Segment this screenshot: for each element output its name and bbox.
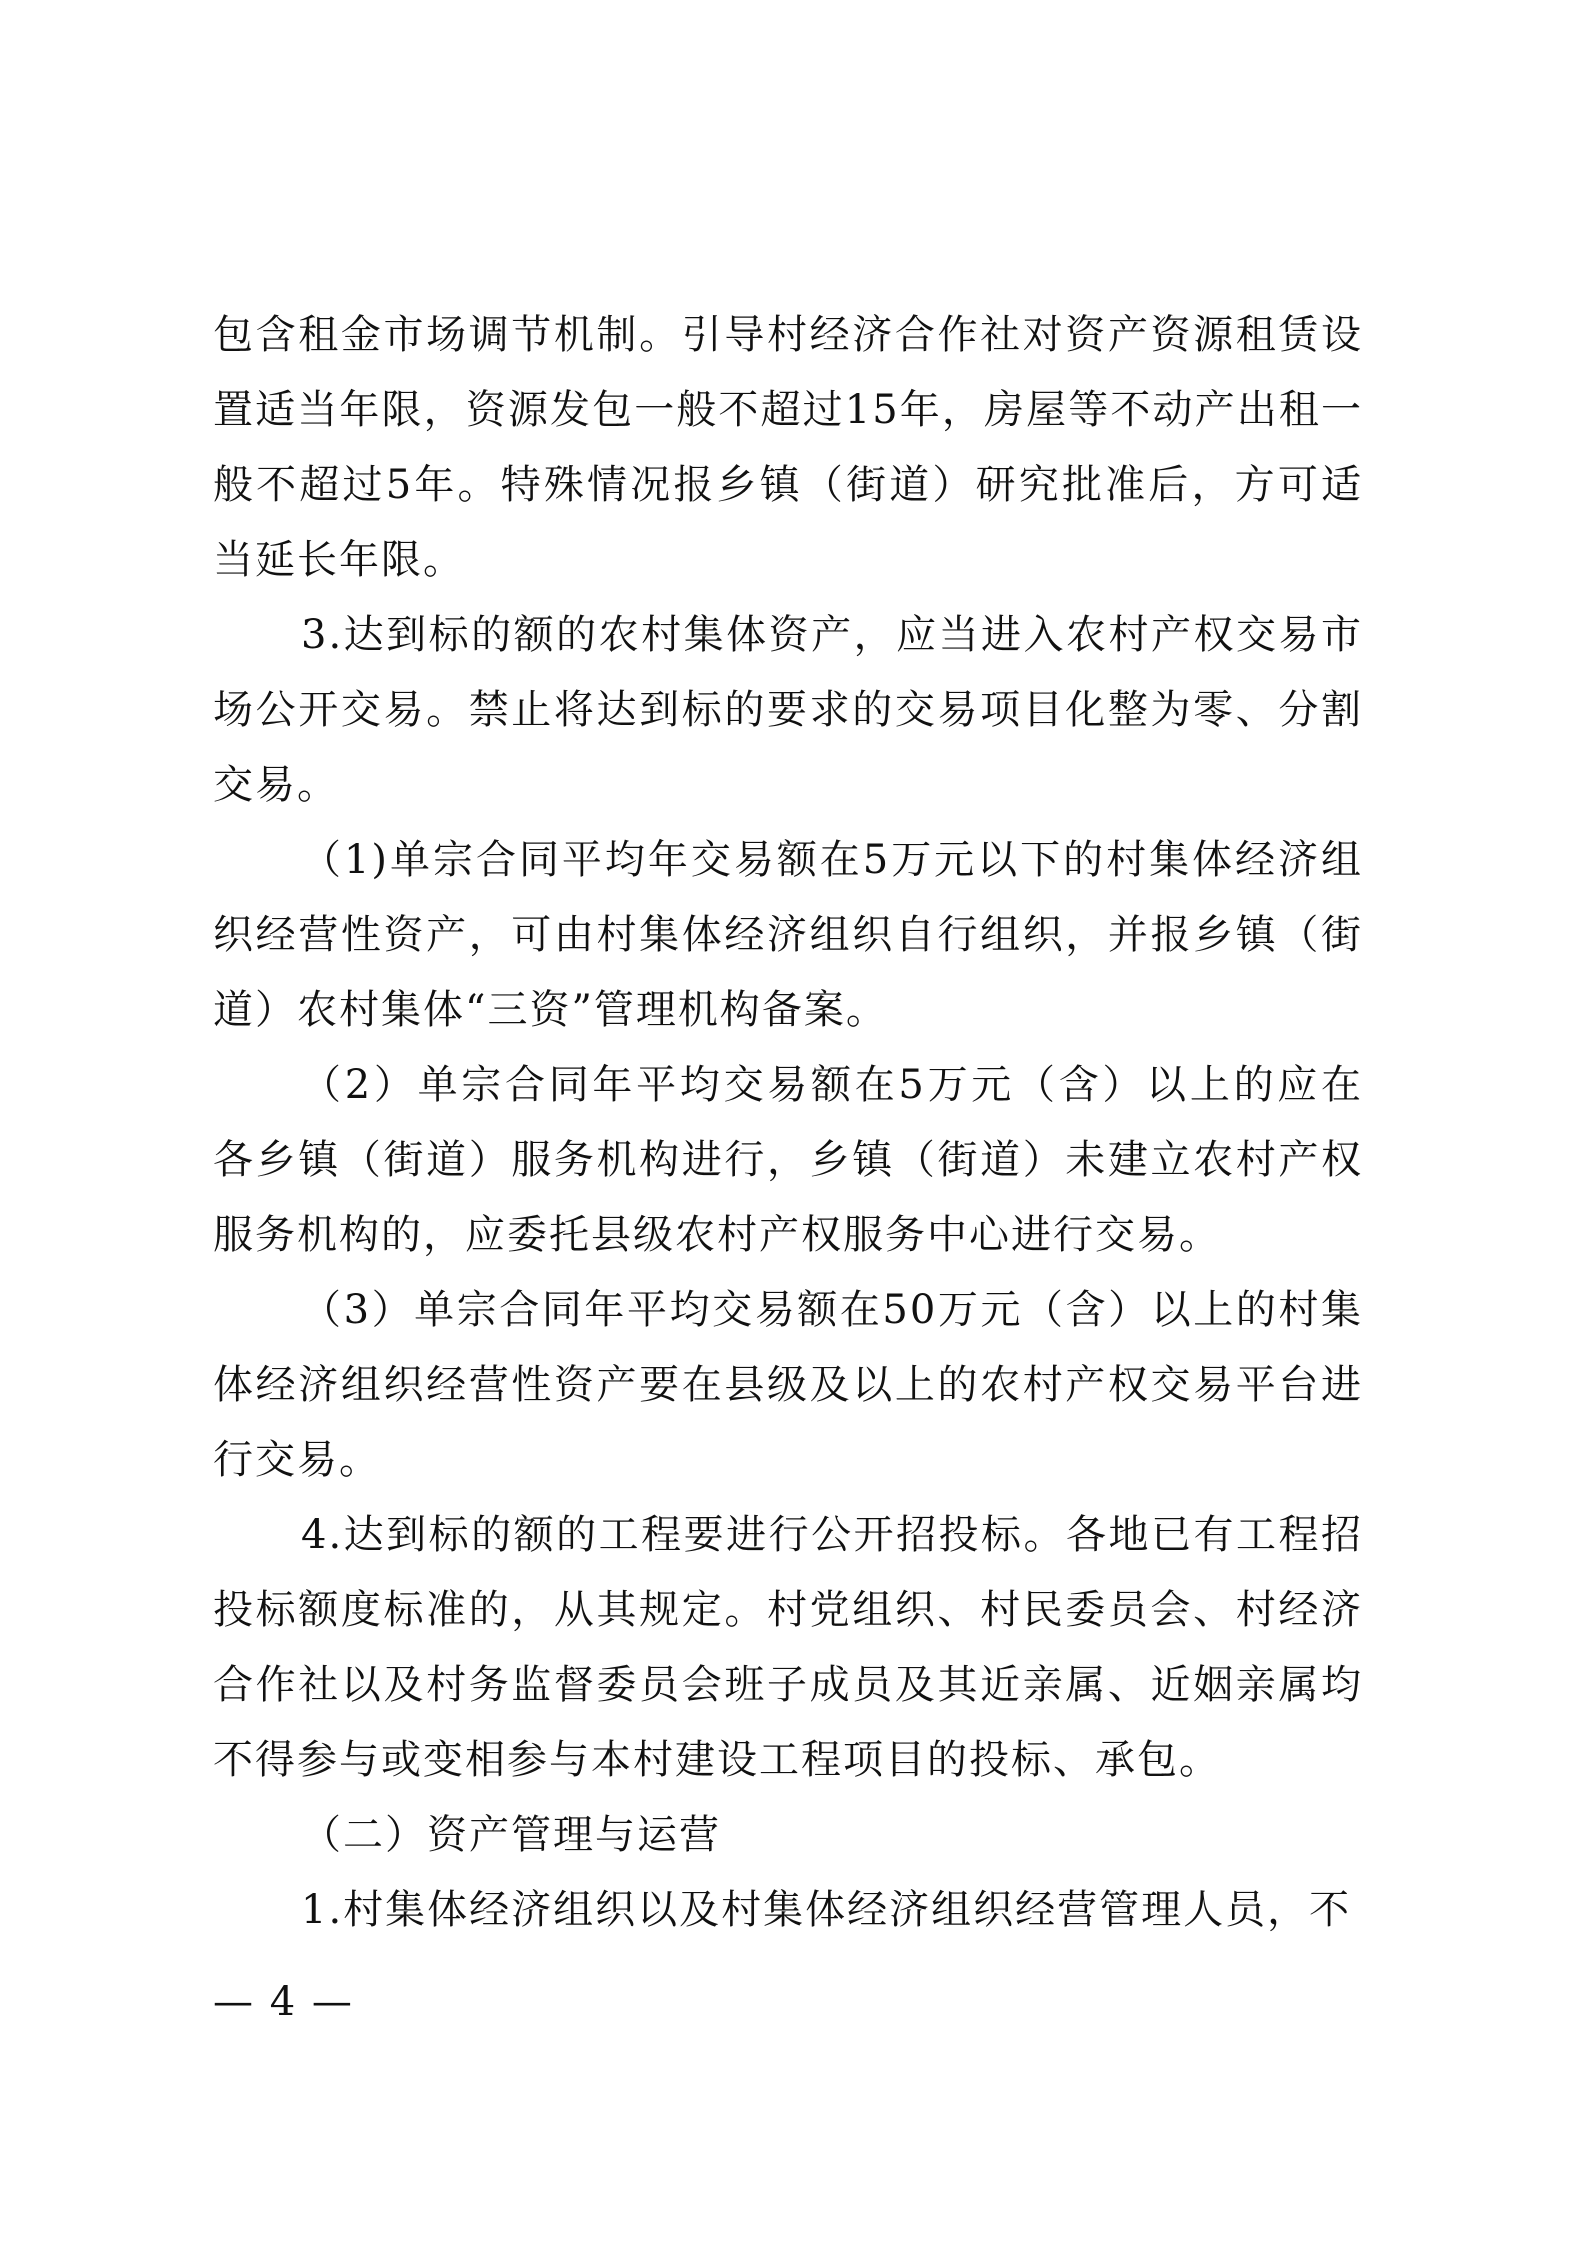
document-body: [213, 298, 1363, 1948]
page-number: — 4 —: [213, 1979, 354, 2025]
paragraph-item-4-bidding: 4.达到标的额的工程要进行公开招投标。各地已有工程招投标额度标准的，从其规定。村党组织、村民委员会、村经济合作社以及村务监督委员会班子成员及其近亲属、近姻亲属均不得参与或变相参与本村建设工程项目的投标、承包。: [213, 1512, 1363, 1783]
section-heading-asset-management: （二）资产管理与运营: [301, 1812, 721, 1858]
paragraph-subitem-3: （3）单宗合同年平均交易额在50万元（含）以上的村集体经济组织经营性资产要在县级及以上的农村产权交易平台进行交易。: [213, 1287, 1363, 1483]
paragraph-rent-term-limits: 包含租金市场调节机制。引导村经济合作社对资产资源租赁设置适当年限，资源发包一般不超过15年，房屋等不动产出租一般不超过5年。特殊情况报乡镇（街道）研究批准后，方可适当延长年限。: [213, 312, 1363, 583]
paragraph-subitem-2: （2）单宗合同年平均交易额在5万元（含）以上的应在各乡镇（街道）服务机构进行，乡镇（街道）未建立农村产权服务机构的，应委托县级农村产权服务中心进行交易。: [213, 1062, 1363, 1258]
paragraph-item-3-public-trading: 3.达到标的额的农村集体资产，应当进入农村产权交易市场公开交易。禁止将达到标的要求的交易项目化整为零、分割交易。: [213, 612, 1363, 808]
paragraph-subitem-1: （1)单宗合同平均年交易额在5万元以下的村集体经济组织经营性资产，可由村集体经济组织自行组织，并报乡镇（街道）农村集体“三资”管理机构备案。: [213, 837, 1363, 1033]
paragraph-item-1-management: 1.村集体经济组织以及村集体经济组织经营管理人员，不: [301, 1887, 1352, 1933]
